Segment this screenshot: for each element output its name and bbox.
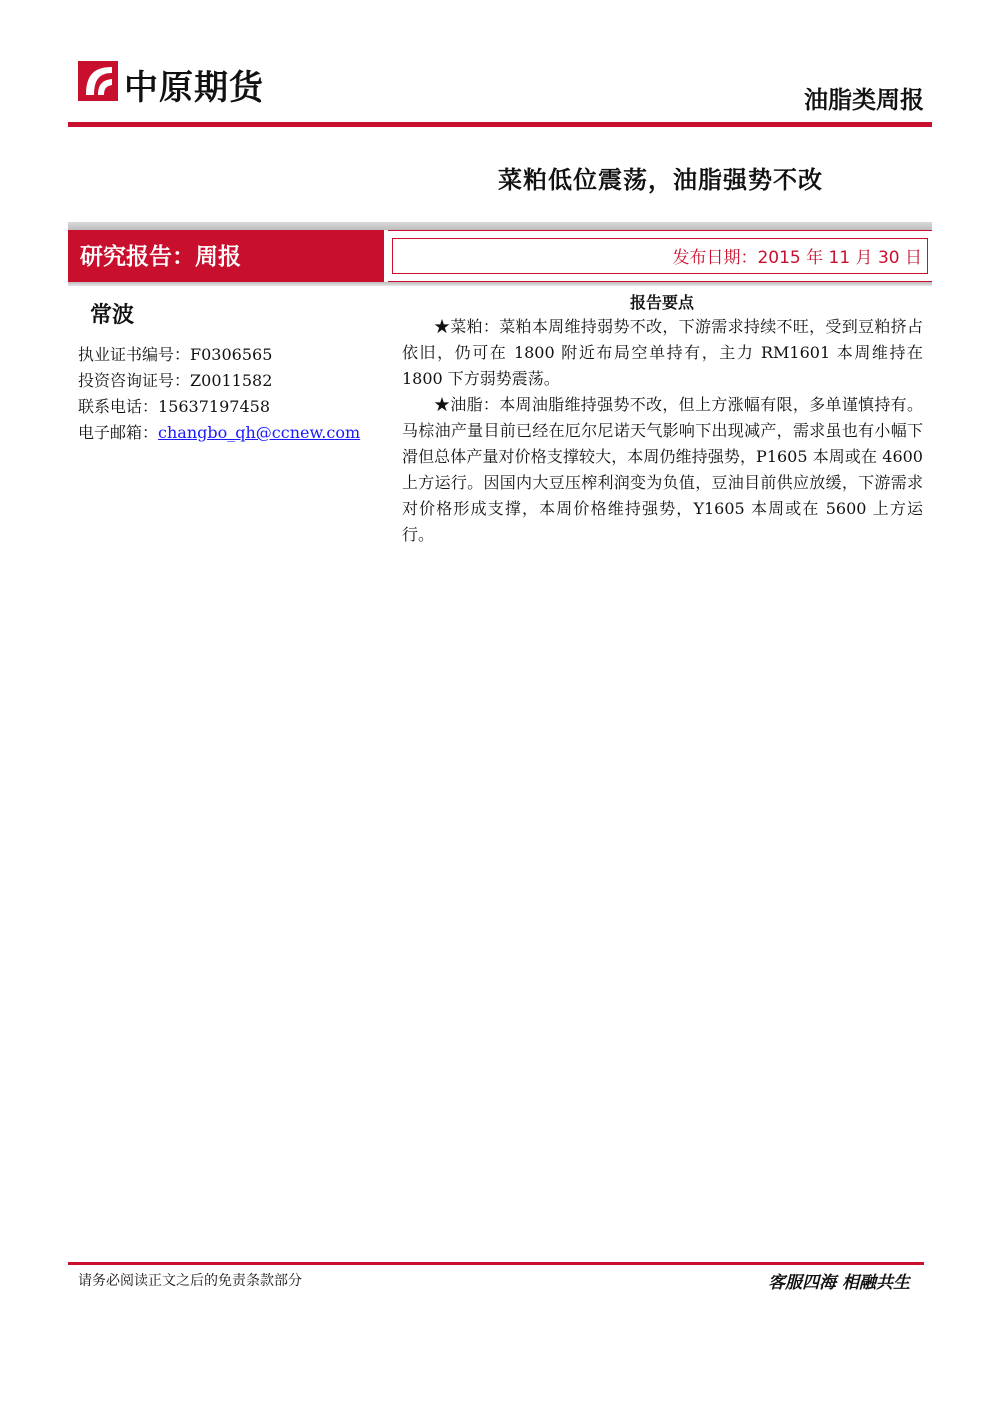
cert-label: 执业证书编号： (78, 345, 191, 364)
phone-number (78, 394, 270, 417)
phone-label: 联系电话： (78, 397, 159, 416)
footer-divider (68, 1262, 924, 1265)
summary-body (402, 314, 923, 548)
author-name: 常波 (90, 302, 135, 328)
report-category: 油脂类周报 (804, 85, 924, 114)
header-divider (68, 122, 932, 127)
email-address (78, 420, 360, 443)
company-logo-icon (78, 61, 118, 101)
publish-date: 发布日期：2015 年 11 月 30 日 (672, 248, 922, 268)
banner-bottom-band (68, 282, 932, 286)
company-slogan: 客服四海 相融共生 (768, 1273, 910, 1293)
consult-number (78, 368, 272, 391)
email-label: 电子邮箱： (78, 423, 159, 442)
summary-paragraph-rapeseed-meal: ★菜粕：菜粕本周维持弱势不改，下游需求持续不旺，受到豆粕挤占依旧，仍可在 1800 附近布局空单持有，主力 RM1601 本周维持在 1800 下方弱势震荡。 (402, 317, 923, 388)
report-title: 菜粕低位震荡，油脂强势不改 (498, 165, 823, 194)
email-link[interactable]: changbo_qh@ccnew.com (158, 423, 361, 442)
cert-value: F0306565 (190, 345, 273, 364)
summary-paragraph-oils: ★油脂：本周油脂维持强势不改，但上方涨幅有限，多单谨慎持有。马棕油产量目前已经在厄尔尼诺天气影响下出现减产，需求虽也有小幅下滑但总体产量对价格支撑较大，本周仍维持强势，P1605 本周或在 4600 上方运行。因国内大豆压榨利润变为负值，豆油目前供应放缓，下游需求对价格形成支撑，本周价格维持强势，Y1605 本周或在 5600 上方运行。 (402, 395, 923, 544)
phone-value: 15637197458 (158, 397, 270, 416)
disclaimer-note: 请务必阅读正文之后的免责条款部分 (78, 1273, 302, 1289)
company-name: 中原期货 (124, 68, 264, 108)
report-type-label: 研究报告：周报 (80, 243, 241, 270)
summary-heading: 报告要点 (629, 293, 694, 312)
consult-value: Z0011582 (190, 371, 273, 390)
banner-top-band (68, 222, 932, 230)
consult-label: 投资咨询证号： (78, 371, 191, 390)
cert-number (78, 342, 272, 365)
